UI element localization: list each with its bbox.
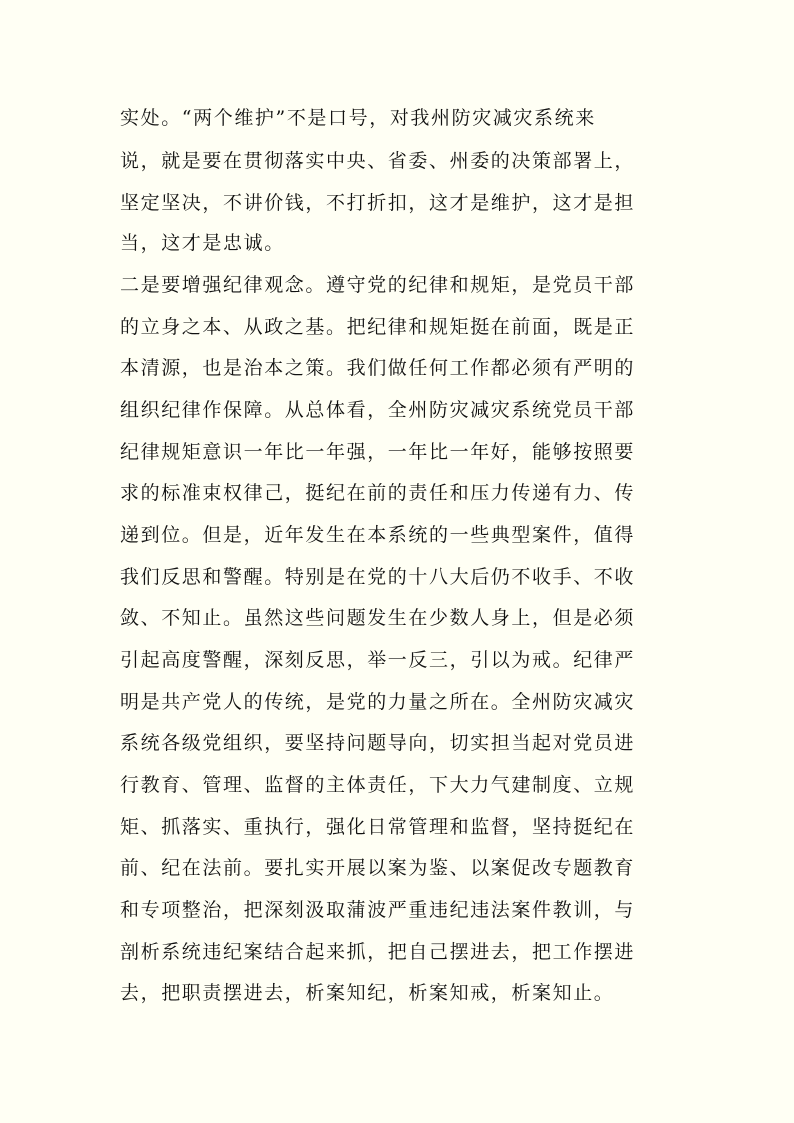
text-line: 的立身之本、从政之基。把纪律和规矩挺在前面，既是正	[120, 316, 636, 338]
text-line: 前、纪在法前。要扎实开展以案为鉴、以案促改专题教育	[120, 857, 636, 879]
text-line: 当，这才是忠诚。	[120, 232, 285, 254]
text-line: 组织纪律作保障。从总体看，全州防灾减灾系统党员干部	[120, 399, 636, 421]
text-line: 明是共产党人的传统，是党的力量之所在。全州防灾减灾	[120, 691, 636, 713]
text-line: 行教育、管理、监督的主体责任，下大力气建制度、立规	[120, 774, 636, 796]
text-line: 递到位。但是，近年发生在本系统的一些典型案件，值得	[120, 524, 636, 546]
text-line: 说，就是要在贯彻落实中央、省委、州委的决策部署上，	[120, 150, 636, 172]
text-line: 纪律规矩意识一年比一年强，一年比一年好，能够按照要	[120, 441, 636, 463]
text-line: 系统各级党组织，要坚持问题导向，切实担当起对党员进	[120, 732, 636, 754]
text-line: 敛、不知止。虽然这些问题发生在少数人身上，但是必须	[120, 607, 636, 629]
text-line: 求的标准束权律己，挺纪在前的责任和压力传递有力、传	[120, 482, 636, 504]
text-line: 坚定坚决，不讲价钱，不打折扣，这才是维护，这才是担	[120, 192, 636, 214]
text-line: 实处。“两个维护”不是口号，对我州防灾减灾系统来	[120, 107, 596, 129]
text-line: 剖析系统违纪案结合起来抓，把自己摆进去，把工作摆进	[120, 941, 636, 963]
text-line: 本清源，也是治本之策。我们做任何工作都必须有严明的	[120, 357, 636, 379]
text-line: 引起高度警醒，深刻反思，举一反三，引以为戒。纪律严	[120, 649, 636, 671]
text-line: 矩、抓落实、重执行，强化日常管理和监督，坚持挺纪在	[120, 816, 636, 838]
text-line: 去，把职责摆进去，析案知纪，析案知戒，析案知止。	[120, 982, 615, 1004]
text-line: 和专项整治，把深刻汲取蒲波严重违纪违法案件教训，与	[120, 899, 636, 921]
text-line: 我们反思和警醒。特别是在党的十八大后仍不收手、不收	[120, 566, 636, 588]
text-line: 二是要增强纪律观念。遵守党的纪律和规矩，是党员干部	[120, 274, 636, 296]
